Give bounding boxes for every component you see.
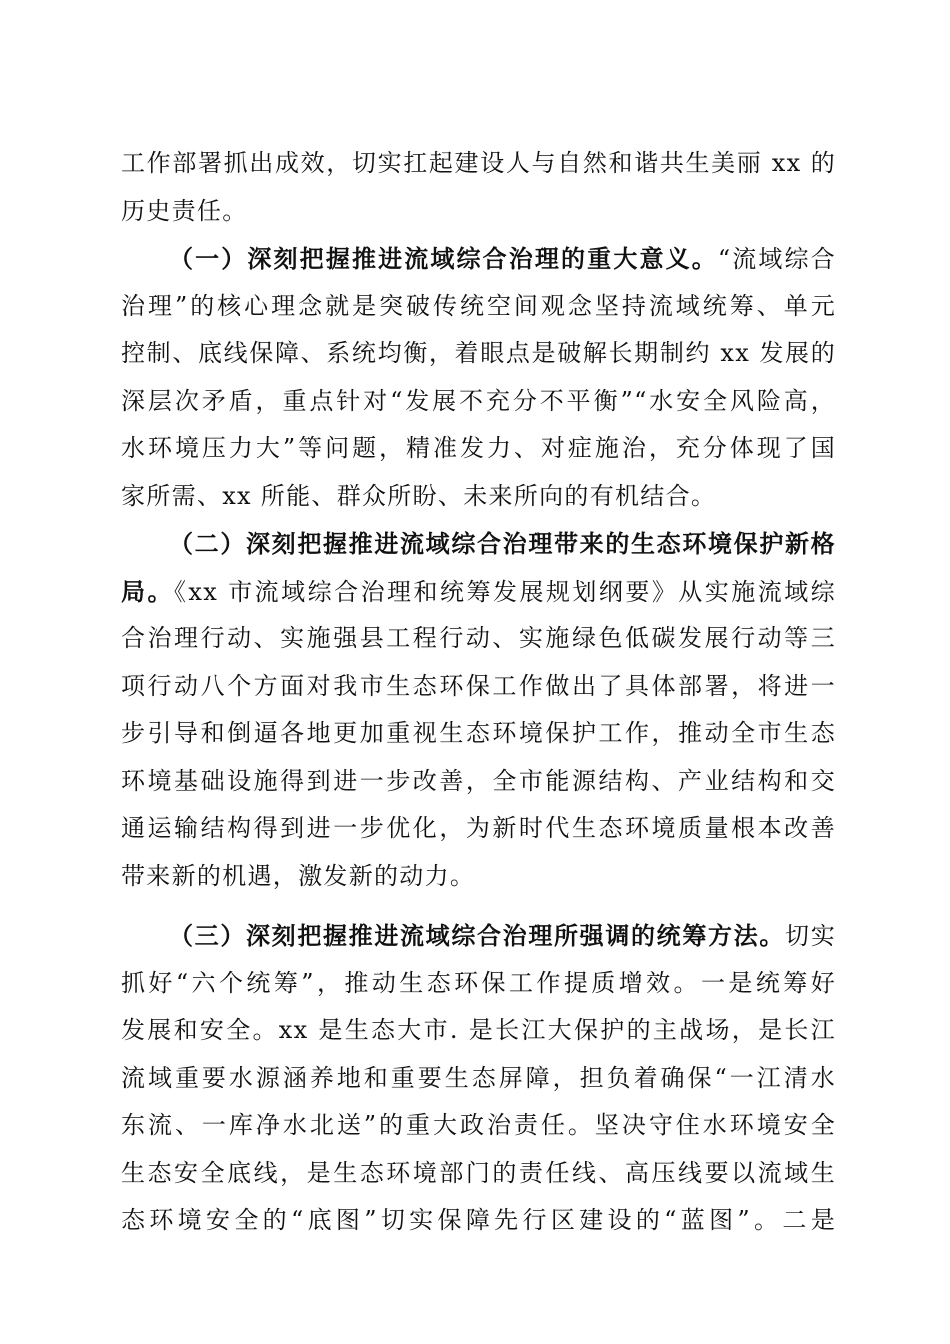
section-heading-1: （一）深刻把握推进流域综合治理的重大意义。 [169, 244, 718, 273]
text-line: 工作部署抓出成效，切实扛起建设人与自然和谐共生美丽 xx 的 [121, 149, 836, 177]
text-line: 生态安全底线，是生态环境部门的责任线、高压线要以流域生 [121, 1158, 836, 1187]
paragraph-new-pattern [121, 520, 836, 900]
text-line: 通运输结构得到进一步优化，为新时代生态环境质量根本改善 [121, 814, 836, 842]
section-heading-2-end: 局。 [121, 576, 174, 606]
text-line: 合治理行动、实施强县工程行动、实施绿色低碳发展行动等三 [121, 624, 836, 652]
text-line: 发展和安全。xx 是生态大市. 是长江大保护的主战场，是长江 [121, 1016, 836, 1044]
text-line [121, 912, 836, 960]
text-line: 深层次矛盾，重点针对“发展不充分不平衡”“水安全风险高， [121, 386, 836, 415]
text-run: 《xx 市流域综合治理和统筹发展规划纲要》从实施流域综 [173, 577, 836, 606]
text-line [121, 568, 836, 616]
paragraph-methods [121, 912, 836, 1245]
text-line: 抓好“六个统筹”，推动生态环保工作提质增效。一是统筹好 [121, 968, 836, 997]
text-line: 东流、一库净水北送”的重大政治责任。坚决守住水环境安全 [121, 1111, 836, 1139]
text-run: “流域综合 [717, 245, 836, 273]
text-line: 历史责任。 [121, 196, 248, 225]
paragraph-continuation [121, 140, 836, 235]
text-line: 带来新的机遇，激发新的动力。 [121, 861, 476, 890]
section-heading-3: （三）深刻把握推进流域综合治理所强调的统筹方法。 [169, 921, 786, 950]
text-line: 环境基础设施得到进一步改善，全市能源结构、产业结构和交 [121, 766, 836, 795]
text-line: 家所需、xx 所能、群众所盼、未来所向的有机结合。 [121, 481, 717, 510]
section-heading-2: （二）深刻把握推进流域综合治理带来的生态环境保护新格 [169, 529, 836, 558]
text-line: 控制、底线保障、系统均衡，着眼点是破解长期制约 xx 发展的 [121, 339, 836, 367]
text-line: 治理”的核心理念就是突破传统空间观念坚持流域统筹、单元 [121, 291, 836, 320]
text-line [121, 235, 836, 283]
paragraph-significance [121, 235, 836, 520]
text-line: 态环境安全的“底图”切实保障先行区建设的“蓝图”。二是 [121, 1206, 836, 1234]
text-line: 项行动八个方面对我市生态环保工作做出了具体部署，将进一 [121, 671, 836, 700]
body-text [121, 140, 836, 1245]
text-line: 流域重要水源涵养地和重要生态屏障，担负着确保“一江清水 [121, 1063, 836, 1092]
text-run: 切实 [785, 922, 836, 950]
text-line: 水环境压力大”等问题，精准发力、对症施治，充分体现了国 [121, 434, 836, 462]
text-line: 步引导和倒逼各地更加重视生态环境保护工作，推动全市生态 [121, 719, 836, 747]
paragraph-gap [121, 900, 836, 912]
